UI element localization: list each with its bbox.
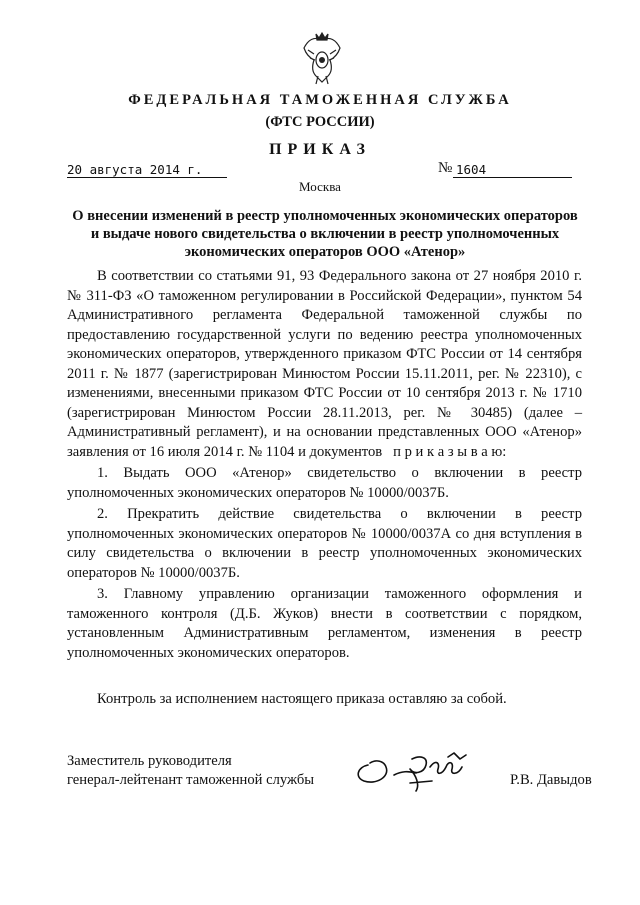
order-preamble [67,267,582,462]
order-item-3: 3. Главному управлению организации таможенного оформления и таможенного контроля (Д.Б. Жуков) внести в соответствии с порядком, установленным Административным регламентом, изменения в реестр уполномоченных экономических операторов. [67,586,582,661]
signatory-position: Заместитель руководителя [67,753,232,769]
handwritten-signature [350,745,490,795]
order-item-2: 2. Прекратить действие свидетельства о включении в реестр уполномоченных экономических операторов № 10000/0037А со дня вступления в силу свидетельства о включении в реестр уполномоченных экономических операторов № 10000/0037Б. [67,506,582,581]
order-body [67,267,582,663]
control-clause: Контроль за исполнением настоящего приказа оставляю за собой. [97,691,507,707]
coat-of-arms-emblem [300,30,344,86]
organization-name: ФЕДЕРАЛЬНАЯ ТАМОЖЕННАЯ СЛУЖБА [128,92,512,108]
order-number: 1604 [453,162,572,178]
order-date: 20 августа 2014 г. [67,162,227,178]
preamble-text: В соответствии со статьями 91, 93 Федерального закона от 27 ноября 2010 г. № 311-ФЗ «О таможенном регулировании в Российской Федерации», пунктом 54 Административного регламента Федеральной таможенной службы по предоставлению государственной услуги по ведению реестра уполномоченных экономических операторов, утвержденного приказом ФТС России от 14 сентября 2011 г. № 1877 (зарегистрирован Минюстом России 15.11.2011, рег. № 22310), с изменениями, внесенными приказом ФТС России от 10 сентября 2013 г. № 1710 (зарегистрирован Минюстом России 28.11.2013, рег. № 30485) (далее – Административный регламент), и на основании представленных ООО «Атенор» заявления от 16 июля 2014 г. № 1104 и документов [67,268,582,460]
signatory-name: Р.В. Давыдов [510,772,592,788]
order-word: п р и к а з ы в а ю: [393,443,507,460]
order-title: О внесении изменений в реестр уполномоченных экономических операторов и выдаче нового свидетельства о включении в реестр уполномоченных экономических операторов ООО «Атенор» [72,208,578,260]
signatory-rank: генерал-лейтенант таможенной службы [67,772,315,788]
order-item-1: 1. Выдать ООО «Атенор» свидетельство о включении в реестр уполномоченных экономических операторов № 10000/0037Б. [67,465,582,501]
order-city: Москва [299,179,341,194]
document-type: ПРИКАЗ [269,141,371,158]
organization-short-name: (ФТС РОССИИ) [265,114,375,130]
order-number-label: № [438,160,453,176]
